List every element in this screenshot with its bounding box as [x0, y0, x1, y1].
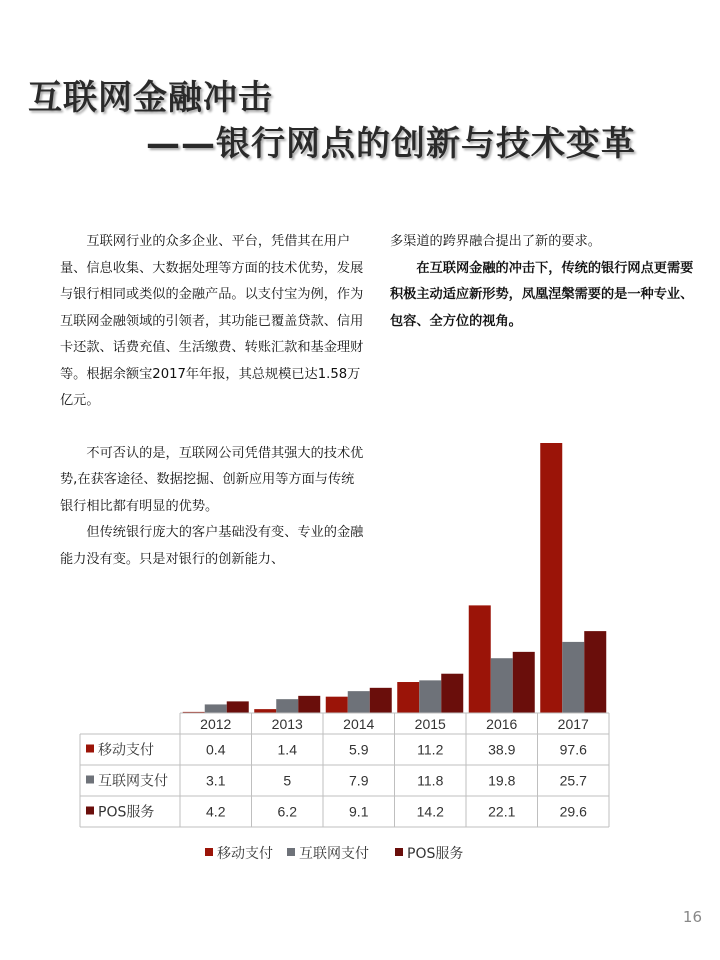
legend-label-1: 互联网支付 — [299, 846, 369, 862]
table-legend-key-1 — [86, 776, 94, 784]
legend-key-1 — [287, 848, 295, 856]
bar-2014-1 — [348, 691, 370, 713]
category-label-2016: 2016 — [486, 716, 518, 732]
page-number: 16 — [682, 908, 702, 926]
title-line-1: 互联网金融冲击 — [28, 78, 273, 118]
bar-2013-1 — [276, 699, 298, 713]
category-label-2012: 2012 — [200, 716, 232, 732]
bar-2012-1 — [205, 704, 227, 713]
bar-2017-0 — [540, 443, 562, 713]
table-series-name-0: 移动支付 — [98, 742, 154, 759]
bar-2015-1 — [419, 680, 441, 713]
bar-2017-2 — [584, 631, 606, 713]
legend-label-2: POS服务 — [407, 846, 464, 862]
data-label-2-1: 6.2 — [277, 803, 297, 820]
data-label-1-1: 5 — [283, 772, 292, 789]
left-paragraph-1: 互联网行业的众多企业、平台，凭借其在用户量、信息收集、大数据处理等方面的技术优势，发展与银行相同或类似的金融产品。以支付宝为例，作为互联网金融领域的引领者，其功能已覆盖贷款、信用卡还款、话费充值、生活缴费、转账汇款和基金理财等。根据余额宝2017年年报，其总规模已达1.58万亿元。 — [60, 234, 364, 408]
table-series-name-2: POS服务 — [98, 804, 155, 821]
legend-key-0 — [205, 848, 213, 856]
data-label-0-0: 0.4 — [206, 741, 226, 758]
category-label-2014: 2014 — [343, 716, 375, 732]
data-label-0-1: 1.4 — [277, 741, 297, 758]
category-label-2013: 2013 — [271, 716, 303, 732]
right-paragraph-1: 多渠道的跨界融合提出了新的要求。 — [390, 234, 601, 249]
bar-2016-1 — [491, 658, 513, 713]
table-legend-key-2 — [86, 807, 94, 815]
data-label-1-5: 25.7 — [559, 772, 587, 789]
data-label-2-0: 4.2 — [206, 803, 226, 820]
bar-2017-1 — [562, 642, 584, 713]
category-label-2015: 2015 — [414, 716, 446, 732]
bar-2014-0 — [326, 697, 348, 713]
data-label-0-3: 11.2 — [417, 741, 444, 758]
bar-2016-0 — [469, 605, 491, 713]
data-label-2-2: 9.1 — [349, 803, 369, 820]
bar-2013-0 — [254, 709, 276, 713]
bar-2012-2 — [227, 701, 249, 713]
title-line-2: ——银行网点的创新与技术变革 — [146, 124, 636, 164]
right-paragraph-2: 在互联网金融的冲击下，传统的银行网点更需要积极主动适应新形势，凤凰涅槃需要的是一种专业、包容、全方位的视角。 — [390, 260, 694, 329]
data-label-0-2: 5.9 — [349, 741, 369, 758]
category-label-2017: 2017 — [557, 716, 589, 732]
data-label-1-4: 19.8 — [488, 772, 516, 789]
legend-key-2 — [395, 848, 403, 856]
data-label-1-2: 7.9 — [349, 772, 369, 789]
bar-2016-2 — [513, 652, 535, 713]
data-label-2-5: 29.6 — [559, 803, 587, 820]
data-label-1-0: 3.1 — [206, 772, 226, 789]
table-series-name-1: 互联网支付 — [98, 773, 168, 790]
data-label-1-3: 11.8 — [417, 772, 444, 789]
data-label-0-5: 97.6 — [559, 741, 587, 758]
bar-2015-2 — [441, 674, 463, 713]
data-label-0-4: 38.9 — [488, 741, 516, 758]
bar-2015-0 — [397, 682, 419, 713]
bar-2014-2 — [370, 688, 392, 713]
table-legend-key-0 — [86, 745, 94, 753]
left-paragraph-2: 不可否认的是，互联网公司凭借其强大的技术优势,在获客途径、数据挖掘、创新应用等方面与传统银行相比都有明显的优势。 — [60, 445, 364, 514]
left-paragraph-3: 但传统银行庞大的客户基础没有变、专业的金融能力没有变。只是对银行的创新能力、 — [60, 525, 364, 567]
legend-label-0: 移动支付 — [217, 846, 273, 862]
data-label-2-4: 22.1 — [488, 803, 516, 820]
data-label-2-3: 14.2 — [416, 803, 444, 820]
bar-2013-2 — [298, 696, 320, 713]
